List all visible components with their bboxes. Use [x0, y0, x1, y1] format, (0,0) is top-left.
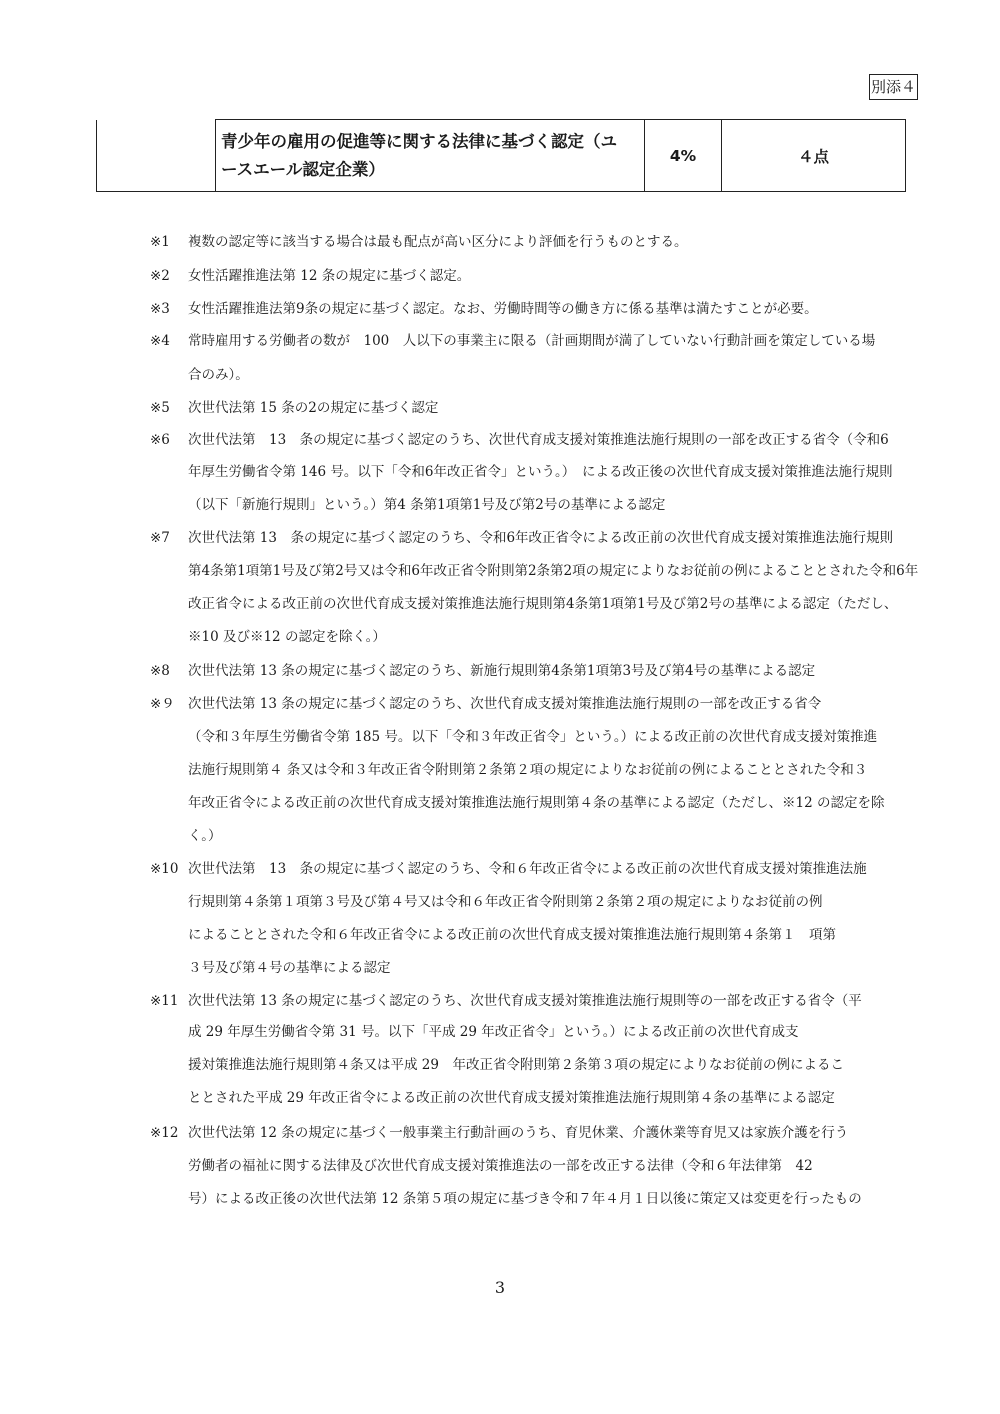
- note-text: 法施行規則第４ 条又は令和３年改正省令附則第２条第２項の規定によりなお従前の例によることとされた令和３: [188, 762, 868, 778]
- note-mark: ※2: [150, 268, 170, 284]
- note-text: （令和３年厚生労働省令第 185 号。以下「令和３年改正省令」という。）による改正前の次世代育成支援対策推進: [188, 729, 878, 745]
- note-text: ※10 及び※12 の認定を除く。）: [188, 629, 386, 645]
- description-line: 青少年の雇用の促進等に関する法律に基づく認定（ユ: [221, 131, 617, 151]
- note-text: ととされた平成 29 年改正省令による改正前の次世代育成支援対策推進法施行規則第４条の基準による認定: [188, 1090, 835, 1106]
- attachment-label: 別添４: [869, 74, 918, 100]
- certification-table: [96, 119, 906, 192]
- note-text: 年改正省令による改正前の次世代育成支援対策推進法施行規則第４条の基準による認定（ただし、※12 の認定を除: [188, 795, 885, 811]
- note-text: 女性活躍推進法第9条の規定に基づく認定。なお、労働時間等の働き方に係る基準は満たすことが必要。: [188, 301, 818, 317]
- note-text: く。）: [188, 828, 222, 844]
- note-text: 次世代法第 13 条の規定に基づく認定のうち、次世代育成支援対策推進法施行規則の一部を改正する省令: [188, 696, 822, 712]
- certification-description: [216, 120, 645, 192]
- note-mark: ※1: [150, 234, 170, 250]
- note-text: 次世代法第 13 条の規定に基づく認定のうち、令和6年改正省令による改正前の次世代育成支援対策推進法施行規則: [188, 530, 894, 546]
- note-text: 次世代法第 12 条の規定に基づく一般事業主行動計画のうち、育児休業、介護休業等育児又は家族介護を行う: [188, 1125, 849, 1141]
- note-mark: ※6: [150, 432, 170, 448]
- page-number: 3: [494, 1278, 506, 1297]
- note-mark: ※3: [150, 301, 170, 317]
- note-mark: ※7: [150, 530, 170, 546]
- note-mark: ※９: [150, 696, 175, 712]
- note-mark: ※10: [150, 861, 179, 877]
- points-cell: ４点: [722, 120, 906, 192]
- note-text: 女性活躍推進法第 12 条の規定に基づく認定。: [188, 268, 471, 284]
- description-line: ースエール認定企業）: [221, 159, 385, 179]
- note-mark: ※4: [150, 333, 170, 349]
- note-text: 労働者の福祉に関する法律及び次世代育成支援対策推進法の一部を改正する法律（令和６年法律第 42: [188, 1158, 813, 1174]
- note-text: 次世代法第 15 条の2の規定に基づく認定: [188, 400, 439, 416]
- note-text: 第4条第1項第1号及び第2号又は令和6年改正省令附則第2条第2項の規定によりなお従前の例によることとされた令和6年: [188, 563, 919, 579]
- note-text: 行規則第４条第１項第３号及び第４号又は令和６年改正省令附則第２条第２項の規定によりなお従前の例: [188, 894, 823, 910]
- note-mark: ※5: [150, 400, 170, 416]
- table-row: [97, 120, 906, 192]
- note-text: 成 29 年厚生労働省令第 31 号。以下「平成 29 年改正省令」という。）による改正前の次世代育成支: [188, 1024, 799, 1040]
- note-text: 援対策推進法施行規則第４条又は平成 29 年改正省令附則第２条第３項の規定によりなお従前の例によるこ: [188, 1057, 844, 1073]
- note-text: ３号及び第４号の基準による認定: [188, 960, 391, 976]
- ratio-cell: 4%: [645, 120, 722, 192]
- note-text: 改正省令による改正前の次世代育成支援対策推進法施行規則第4条第1項第1号及び第2号の基準による認定（ただし、: [188, 596, 898, 612]
- note-mark: ※11: [150, 993, 179, 1009]
- note-text: 合のみ）。: [188, 367, 249, 383]
- note-text: 年厚生労働省令第 146 号。以下「令和6年改正省令」という。） による改正後の次世代育成支援対策推進法施行規則: [188, 464, 893, 480]
- note-text: 常時雇用する労働者の数が 100 人以下の事業主に限る（計画期間が満了していない行動計画を策定している場: [188, 333, 876, 349]
- note-text: 次世代法第 13 条の規定に基づく認定のうち、新施行規則第4条第1項第3号及び第4号の基準による認定: [188, 663, 816, 679]
- note-text: 次世代法第 13 条の規定に基づく認定のうち、次世代育成支援対策推進法施行規則等の一部を改正する省令（平: [188, 993, 862, 1009]
- empty-cell: [97, 120, 216, 192]
- note-mark: ※12: [150, 1125, 179, 1141]
- note-text: 次世代法第 13 条の規定に基づく認定のうち、次世代育成支援対策推進法施行規則の一部を改正する省令（令和6: [188, 432, 889, 448]
- note-text: （以下「新施行規則」という。）第4 条第1項第1号及び第2号の基準による認定: [188, 497, 666, 513]
- note-mark: ※8: [150, 663, 170, 679]
- note-text: によることとされた令和６年改正省令による改正前の次世代育成支援対策推進法施行規則第４条第１ 項第: [188, 927, 836, 943]
- note-text: 複数の認定等に該当する場合は最も配点が高い区分により評価を行うものとする。: [188, 234, 688, 250]
- note-text: 号）による改正後の次世代法第 12 条第５項の規定に基づき令和７年４月１日以後に策定又は変更を行ったもの: [188, 1191, 862, 1207]
- note-text: 次世代法第 13 条の規定に基づく認定のうち、令和６年改正省令による改正前の次世代育成支援対策推進法施: [188, 861, 867, 877]
